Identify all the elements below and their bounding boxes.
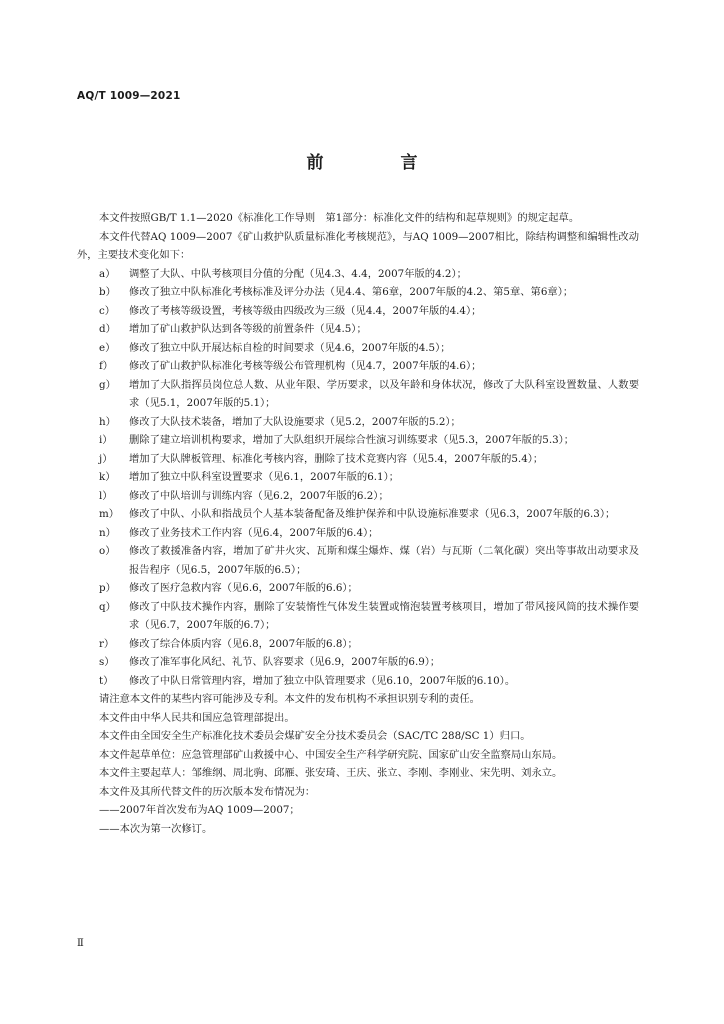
list-item-label: k）	[99, 471, 116, 483]
list-item-text: 修改了业务技术工作内容（见6.4，2007年版的6.4）；	[129, 526, 379, 539]
paragraph-history-intro: 本文件及其所代替文件的历次版本发布情况为：	[99, 785, 316, 798]
list-item	[77, 265, 639, 284]
paragraph-drafting-units: 本文件起草单位：应急管理部矿山救援中心、中国安全生产科学研究院、国家矿山安全监察局山东局。	[99, 748, 563, 761]
list-item-label: e）	[99, 341, 116, 354]
list-item	[77, 283, 639, 302]
list-item-label: h）	[99, 415, 116, 428]
list-item	[77, 672, 639, 691]
list-item-label: r）	[99, 637, 115, 650]
list-item	[77, 320, 639, 339]
list-item-label: i）	[99, 434, 113, 446]
list-item	[77, 505, 639, 524]
list-item	[77, 339, 639, 358]
list-item-label: p）	[99, 582, 116, 594]
list-item	[77, 635, 639, 654]
list-item-text: 修改了医疗急救内容（见6.6，2007年版的6.6）；	[129, 582, 358, 594]
list-item-label: l）	[99, 489, 113, 502]
list-item-text: 修改了考核等级设置，考核等级由四级改为三级（见4.4，2007年版的4.4）；	[129, 304, 482, 317]
list-item-text: 修改了救援准备内容，增加了矿井火灾、瓦斯和煤尘爆炸、煤（岩）与瓦斯（二氧化碳）突出等事故出动要求及报告程序（见6.5，2007年版的6.5）；	[129, 545, 639, 576]
list-item-text: 修改了大队技术装备，增加了大队设施要求（见5.2，2007年版的5.2）；	[129, 415, 461, 428]
list-item-text: 增加了大队指挥员岗位总人数、从业年限、学历要求，以及年龄和身体状况，修改了大队科室设置数量、人数要求（见5.1，2007年版的5.1）；	[129, 378, 639, 409]
list-item-label: o）	[99, 545, 116, 557]
history-item: ——本次为第一次修订。	[99, 822, 213, 835]
list-item-label: d）	[99, 323, 116, 335]
document-code-header: AQ/T 1009—2021	[77, 90, 181, 102]
list-item	[77, 579, 639, 598]
list-item	[77, 542, 639, 579]
list-item	[77, 450, 639, 469]
list-item-label: c）	[99, 304, 116, 317]
list-item-label: t）	[99, 674, 114, 687]
list-item-label: b）	[99, 286, 116, 298]
list-item-text: 增加了矿山救护队达到各等级的前置条件（见4.5）；	[129, 323, 367, 335]
list-item	[77, 413, 639, 432]
paragraph-patent-notice: 请注意本文件的某些内容可能涉及专利。本文件的发布机构不承担识别专利的责任。	[99, 693, 480, 705]
history-item: ——2007年首次发布为AQ 1009—2007；	[99, 804, 300, 816]
list-item-text: 修改了中队培训与训练内容（见6.2，2007年版的6.2）；	[129, 489, 389, 502]
list-item-label: a）	[99, 267, 116, 280]
list-item-text: 调整了大队、中队考核项目分值的分配（见4.3、4.4，2007年版的4.2）；	[129, 267, 467, 280]
list-item-label: n）	[99, 526, 116, 539]
changes-list	[77, 265, 639, 691]
paragraph-scope: 本文件按照GB/T 1.1—2020《标准化工作导则 第1部分：标准化文件的结构和起草规则》的规定起草。	[99, 212, 580, 224]
list-item	[77, 431, 639, 450]
paragraph-replacement: 本文件代替AQ 1009—2007《矿山救护队质量标准化考核规范》，与AQ 1009—2007相比，除结构调整和编辑性改动外，主要技术变化如下：	[77, 230, 639, 261]
list-item-label: m）	[99, 508, 120, 520]
page-title: 前 言	[306, 153, 448, 173]
paragraph-responsible-committee: 本文件由全国安全生产标准化技术委员会煤矿安全分技术委员会（SAC/TC 288/SC 1）归口。	[99, 730, 531, 742]
list-item-text: 增加了大队牌板管理、标准化考核内容，删除了技术竞赛内容（见5.4，2007年版的5.4）；	[129, 452, 544, 465]
list-item	[77, 524, 639, 543]
list-item-text: 修改了中队日常管理内容，增加了独立中队管理要求（见6.10，2007年版的6.10）。	[129, 674, 516, 687]
list-item-text: 修改了矿山救护队标准化考核等级公布管理机构（见4.7，2007年版的4.6）；	[129, 360, 482, 372]
list-item	[77, 302, 639, 321]
list-item-label: q）	[99, 600, 116, 613]
list-item-label: f）	[99, 360, 114, 372]
list-item	[77, 653, 639, 672]
list-item-text: 修改了独立中队开展达标自检的时间要求（见4.6，2007年版的4.5）；	[129, 341, 451, 354]
list-item	[77, 468, 639, 487]
list-item-text: 修改了独立中队标准化考核标准及评分办法（见4.4、第6章，2007年版的4.2、第5章、第6章）；	[129, 286, 574, 298]
list-item-text: 修改了中队技术操作内容，删除了安装惰性气体发生装置或惰泡装置考核项目，增加了带风接风筒的技术操作要求（见6.7，2007年版的6.7）；	[129, 600, 639, 631]
list-item	[77, 357, 639, 376]
list-item-text: 修改了综合体质内容（见6.8，2007年版的6.8）；	[129, 637, 358, 650]
list-item-label: g）	[99, 378, 116, 391]
page-number: Ⅱ	[77, 938, 84, 949]
list-item-label: s）	[99, 656, 115, 668]
list-item	[77, 487, 639, 506]
list-item-text: 删除了建立培训机构要求，增加了大队组织开展综合性演习训练要求（见5.3，2007年版的5.3）；	[129, 434, 575, 446]
paragraph-proposer: 本文件由中华人民共和国应急管理部提出。	[99, 711, 295, 724]
list-item-text: 修改了准军事化风纪、礼节、队容要求（见6.9，2007年版的6.9）；	[129, 656, 441, 668]
list-item-text: 修改了中队、小队和指战员个人基本装备配备及维护保养和中队设施标准要求（见6.3，2007年版的6.3）；	[129, 508, 616, 520]
list-item-label: j）	[99, 452, 113, 465]
list-item	[77, 598, 639, 635]
list-item-text: 增加了独立中队科室设置要求（见6.1，2007年版的6.1）；	[129, 471, 400, 483]
list-item	[77, 376, 639, 413]
document-body	[77, 208, 639, 838]
paragraph-drafters: 本文件主要起草人：邹维纲、周北驹、邱雁、张安琦、王庆、张立、李刚、李刚业、宋先明、刘永立。	[99, 767, 563, 779]
